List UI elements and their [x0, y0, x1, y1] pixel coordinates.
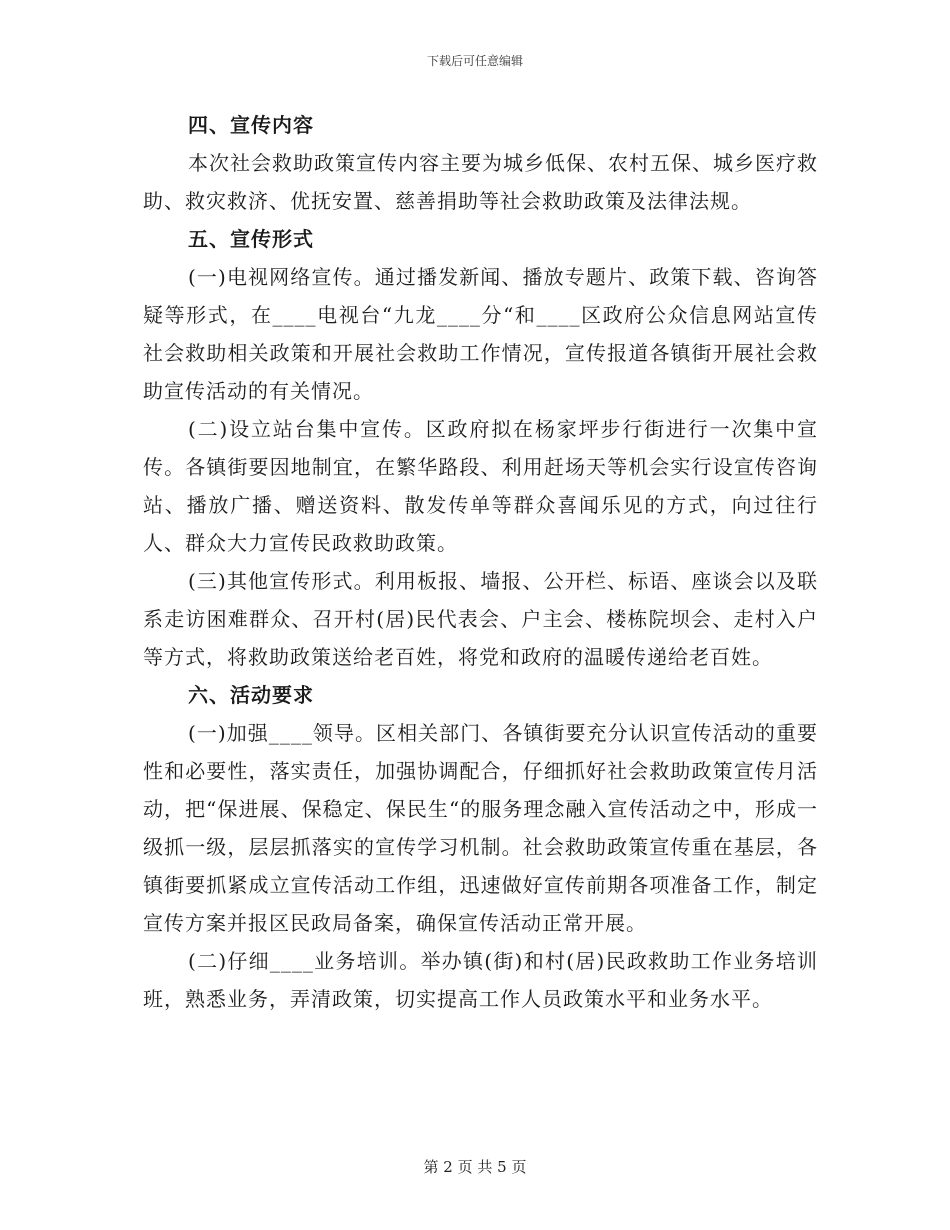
page-number-footer: 第 2 页 共 5 页 — [423, 1158, 527, 1176]
paragraph-leadership: (一)加强____领导。区相关部门、各镇街要充分认识宣传活动的重要性和必要性，落实责任，加强协调配合，仔细抓好社会救助政策宣传月活动，把“保进展、保稳定、保民生“的服务理念融入宣传活动之中，形成一级抓一级，层层抓落实的宣传学习机制。社会救助政策宣传重在基层，各镇街要抓紧成立宣传活动工作组，迅速做好宣传前期各项准备工作，制定宣传方案并报区民政局备案，确保宣传活动正常开展。 — [143, 721, 818, 935]
paragraph-other-forms: (三)其他宣传形式。利用板报、墙报、公开栏、标语、座谈会以及联系走访困难群众、召开村(居)民代表会、户主会、楼栋院坝会、走村入户等方式，将救助政策送给老百姓，将党和政府的温暖传递给老百姓。 — [143, 569, 818, 669]
paragraph-tv-network: (一)电视网络宣传。通过播发新闻、播放专题片、政策下载、咨询答疑等形式，在____电视台“九龙____分“和____区政府公众信息网站宣传社会救助相关政策和开展社会救助工作情况，宣传报道各镇街开展社会救助宣传活动的有关情况。 — [143, 265, 818, 403]
page-header: 下载后可任意编辑 — [426, 54, 523, 68]
section-heading-publicity-content: 四、宣传内容 — [188, 113, 314, 137]
paragraph-publicity-content: 本次社会救助政策宣传内容主要为城乡低保、农村五保、城乡医疗救助、救灾救济、优抚安置、慈善捐助等社会救助政策及法律法规。 — [143, 151, 818, 213]
section-heading-publicity-forms: 五、宣传形式 — [188, 227, 314, 251]
paragraph-training: (二)仔细____业务培训。举办镇(街)和村(居)民政救助工作业务培训班，熟悉业务，弄清政策，切实提高工作人员政策水平和业务水平。 — [143, 949, 818, 1011]
document-body — [143, 106, 818, 1018]
paragraph-stations: (二)设立站台集中宣传。区政府拟在杨家坪步行街进行一次集中宣传。各镇街要因地制宜，在繁华路段、利用赶场天等机会实行设宣传咨询站、播放广播、赠送资料、散发传单等群众喜闻乐见的方式，向过往行人、群众大力宣传民政救助政策。 — [143, 417, 818, 555]
section-heading-activity-requirements: 六、活动要求 — [188, 683, 314, 707]
